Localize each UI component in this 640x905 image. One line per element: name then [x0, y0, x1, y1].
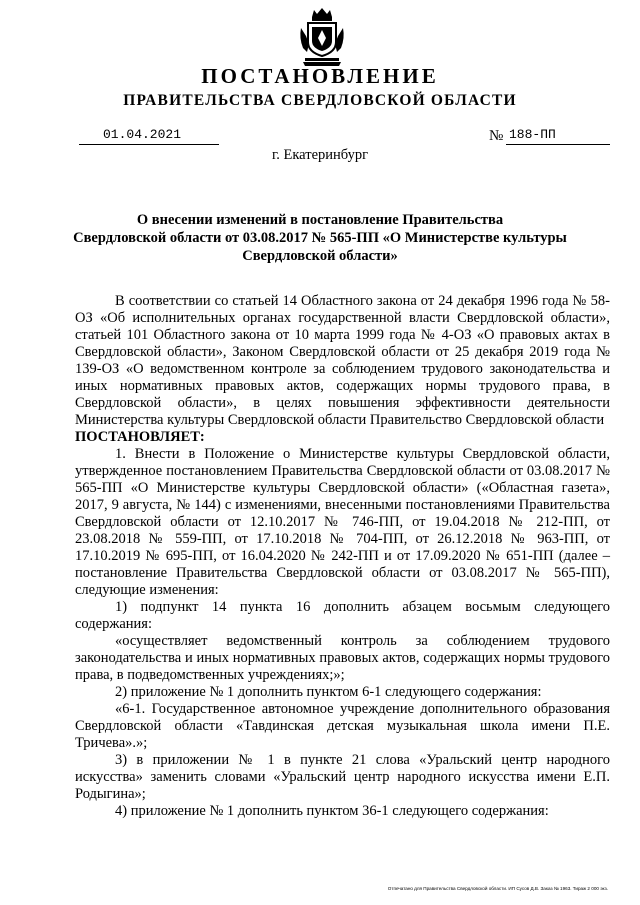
paragraph-resolves: ПОСТАНОВЛЯЕТ: [75, 429, 205, 445]
paragraph-quote-1: «осуществляет ведомственный контроль за соблюдением трудового законодательства и иных нормативных правовых актов, содержащих нормы трудового права, в подведомственных учреждениях;»; [75, 633, 610, 683]
print-imprint: Отпечатано для Правительства Свердловской области. ИП Сусов Д.В. Заказ № 1963. Тираж 2 000 экз. [387, 886, 608, 891]
paragraph-quote-2: «6-1. Государственное автономное учреждение дополнительного образования Свердловской области «Тавдинская детская музыкальная школа имени П.Е. Тричева».»; [75, 701, 610, 751]
document-heading [60, 211, 580, 265]
document-city: г. Екатеринбург [271, 147, 369, 163]
document-number: 188-ПП [506, 128, 610, 145]
paragraph-subitem-1: 1) подпункт 14 пункта 16 дополнить абзацем восьмым следующего содержания: [75, 599, 610, 632]
heading-line: Свердловской области» [242, 248, 398, 264]
paragraph-preamble: В соответствии со статьей 14 Областного закона от 24 декабря 1996 года № 58-ОЗ «Об исполнительных органах государственной власти Свердловской области», статьей 101 Областного закона от 10 марта 1999 года № 4-ОЗ «О правовых актах в Свердловской области», Законом Свердловской области от 25 декабря 2019 года № 139-ОЗ «О ведомственном контроле за соблюдением трудового законодательства и иных нормативных правовых актов, содержащих нормы трудового права, в Свердловской области», в целях повышения эффективности деятельности Министерства культуры Свердловской области Правительство Свердловской области [75, 293, 610, 428]
document-date: 01.04.2021 [79, 128, 219, 145]
paragraph-item-1: 1. Внести в Положение о Министерстве культуры Свердловской области, утвержденное постановлением Правительства Свердловской области от 03.08.2017 № 565-ПП «О Министерстве культуры Свердловской области» («Областная газета», 2017, 9 августа, № 144) с изменениями, внесенными постановлениями Правительства Свердловской области от 12.10.2017 № 746-ПП, от 19.04.2018 № 212-ПП, от 23.08.2018 № 559-ПП, от 17.10.2018 № 704-ПП, от 26.12.2018 № 963-ПП, от 17.10.2019 № 695-ПП, от 16.04.2020 № 242-ПП и от 17.09.2020 № 651-ПП (далее – постановление Правительства Свердловской области от 03.08.2017 № 565-ПП), следующие изменения: [75, 446, 610, 598]
heading-line: Свердловской области от 03.08.2017 № 565-ПП «О Министерстве культуры [73, 230, 567, 246]
document-subtitle: ПРАВИТЕЛЬСТВА СВЕРДЛОВСКОЙ ОБЛАСТИ [123, 92, 517, 109]
paragraph-subitem-4: 4) приложение № 1 дополнить пунктом 36-1 следующего содержания: [115, 803, 549, 819]
heading-line: О внесении изменений в постановление Правительства [136, 212, 504, 228]
document-number-label: № [489, 128, 504, 144]
document-title: ПОСТАНОВЛЕНИЕ [201, 64, 439, 88]
paragraph-subitem-2: 2) приложение № 1 дополнить пунктом 6-1 следующего содержания: [115, 684, 542, 700]
document-body [75, 293, 610, 820]
paragraph-subitem-3: 3) в приложении № 1 в пункте 21 слова «Уральский центр народного искусства» заменить словами «Уральский центр народного искусства имени Е.П. Родыгина»; [75, 752, 610, 802]
coat-of-arms-icon [299, 8, 345, 66]
